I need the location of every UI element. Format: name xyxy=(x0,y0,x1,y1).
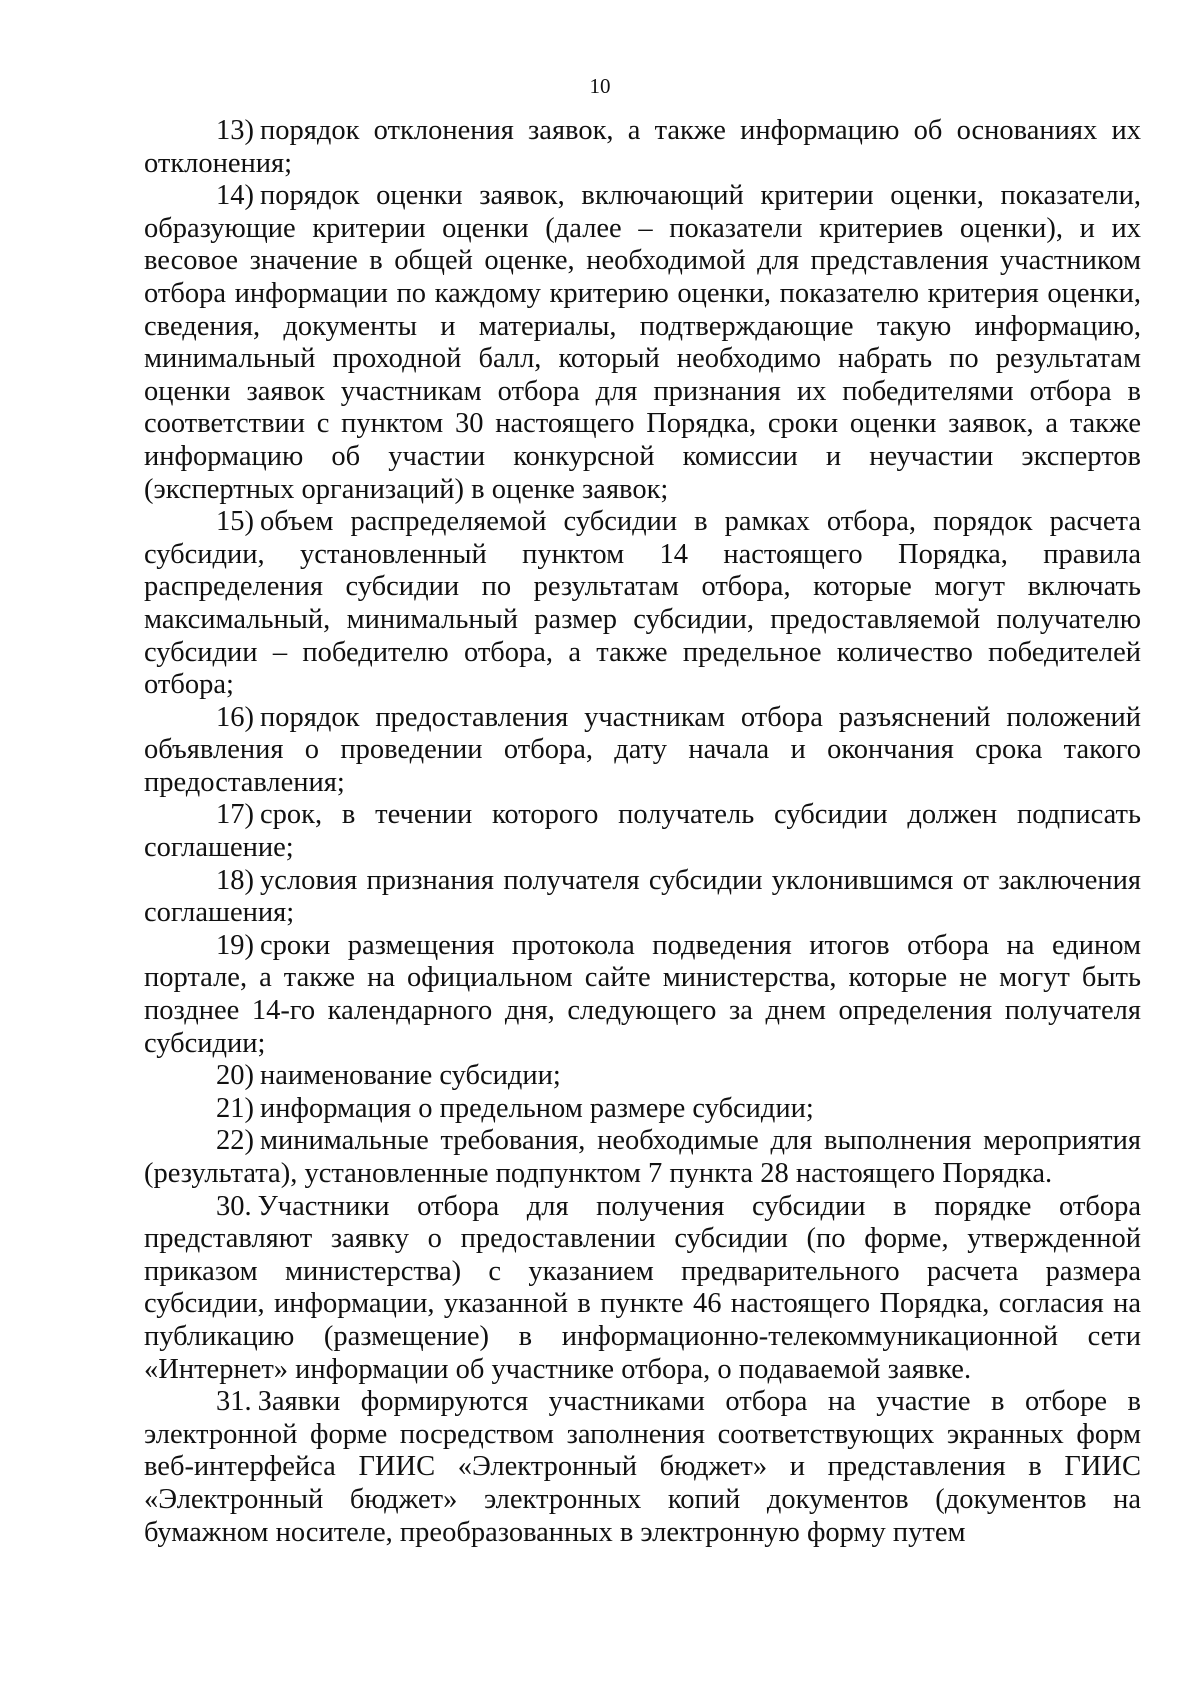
item-text: минимальные требования, необходимые для выполнения мероприятия (результата), установленные подпунктом 7 пункта 28 настоящего Порядка. xyxy=(144,1125,1141,1189)
item-text: информация о предельном размере субсидии; xyxy=(260,1092,814,1124)
list-item-22 xyxy=(144,1125,1141,1190)
item-text: объем распределяемой субсидии в рамках отбора, порядок расчета субсидии, установленный пунктом 14 настоящего Порядка, правила распределения субсидии по результатам отбора, которые могут включать максимальный, минимальный размер субсидии, предоставляемой получателю субсидии – победителю отбора, а также предельное количество победителей отбора; xyxy=(144,506,1141,701)
list-item-20 xyxy=(144,1060,1141,1093)
item-text: порядок отклонения заявок, а также информацию об основаниях их отклонения; xyxy=(144,115,1141,179)
item-number: 18) xyxy=(216,864,254,896)
item-text: порядок предоставления участникам отбора разъяснений положений объявления о проведении отбора, дату начала и окончания срока такого предоставления; xyxy=(144,701,1141,798)
document-body xyxy=(144,115,1141,1549)
list-item-17 xyxy=(144,799,1141,864)
section-number: 31. xyxy=(216,1386,252,1418)
list-item-15 xyxy=(144,506,1141,702)
item-text: сроки размещения протокола подведения итогов отбора на едином портале, а также на официальном сайте министерства, которые не могут быть позднее 14-го календарного дня, следующего за днем определения получателя субсидии; xyxy=(144,929,1141,1059)
list-item-18 xyxy=(144,865,1141,930)
section-text: Заявки формируются участниками отбора на участие в отборе в электронной форме посредством заполнения соответствующих экранных форм веб-интерфейса ГИИС «Электронный бюджет» и представления в ГИИС «Электронный бюджет» электронных копий документов (документов на бумажном носителе, преобразованных в электронную форму путем xyxy=(144,1386,1141,1548)
item-number: 13) xyxy=(216,115,254,146)
item-number: 20) xyxy=(216,1060,254,1092)
item-text: срок, в течении которого получатель субсидии должен подписать соглашение; xyxy=(144,799,1141,864)
list-item-21 xyxy=(144,1093,1141,1126)
item-text: наименование субсидии; xyxy=(260,1060,561,1092)
list-item-19 xyxy=(144,930,1141,1060)
item-text: порядок оценки заявок, включающий критерии оценки, показатели, образующие критерии оценки (далее – показатели критериев оценки), и их весовое значение в общей оценке, необходимой для представления участником отбора информации по каждому критерию оценки, показателю критерия оценки, сведения, документы и материалы, подтверждающие такую информацию, минимальный проходной балл, который необходимо набрать по результатам оценки заявок участникам отбора для признания их победителями отбора в соответствии с пунктом 30 настоящего Порядка, сроки оценки заявок, а также информацию об участии конкурсной комиссии и неучастии экспертов (экспертных организаций) в оценке заявок; xyxy=(144,180,1141,505)
section-30 xyxy=(144,1191,1141,1387)
item-number: 22) xyxy=(216,1125,254,1157)
item-number: 14) xyxy=(216,180,254,212)
item-number: 19) xyxy=(216,929,254,961)
item-number: 17) xyxy=(216,799,254,831)
list-item-13 xyxy=(144,115,1141,180)
item-number: 16) xyxy=(216,701,254,733)
page-number: 10 xyxy=(589,74,611,98)
list-item-14 xyxy=(144,180,1141,506)
item-number: 21) xyxy=(216,1092,254,1124)
section-number: 30. xyxy=(216,1190,252,1222)
item-number: 15) xyxy=(216,506,254,538)
item-text: условия признания получателя субсидии уклонившимся от заключения соглашения; xyxy=(144,864,1141,929)
list-item-16 xyxy=(144,702,1141,800)
section-text: Участники отбора для получения субсидии в порядке отбора представляют заявку о предоставлении субсидии (по форме, утвержденной приказом министерства) с указанием предварительного расчета размера субсидии, информации, указанной в пункте 46 настоящего Порядка, согласия на публикацию (размещение) в информационно-телекоммуникационной сети «Интернет» информации об участнике отбора, о подаваемой заявке. xyxy=(144,1190,1141,1385)
section-31 xyxy=(144,1386,1141,1549)
